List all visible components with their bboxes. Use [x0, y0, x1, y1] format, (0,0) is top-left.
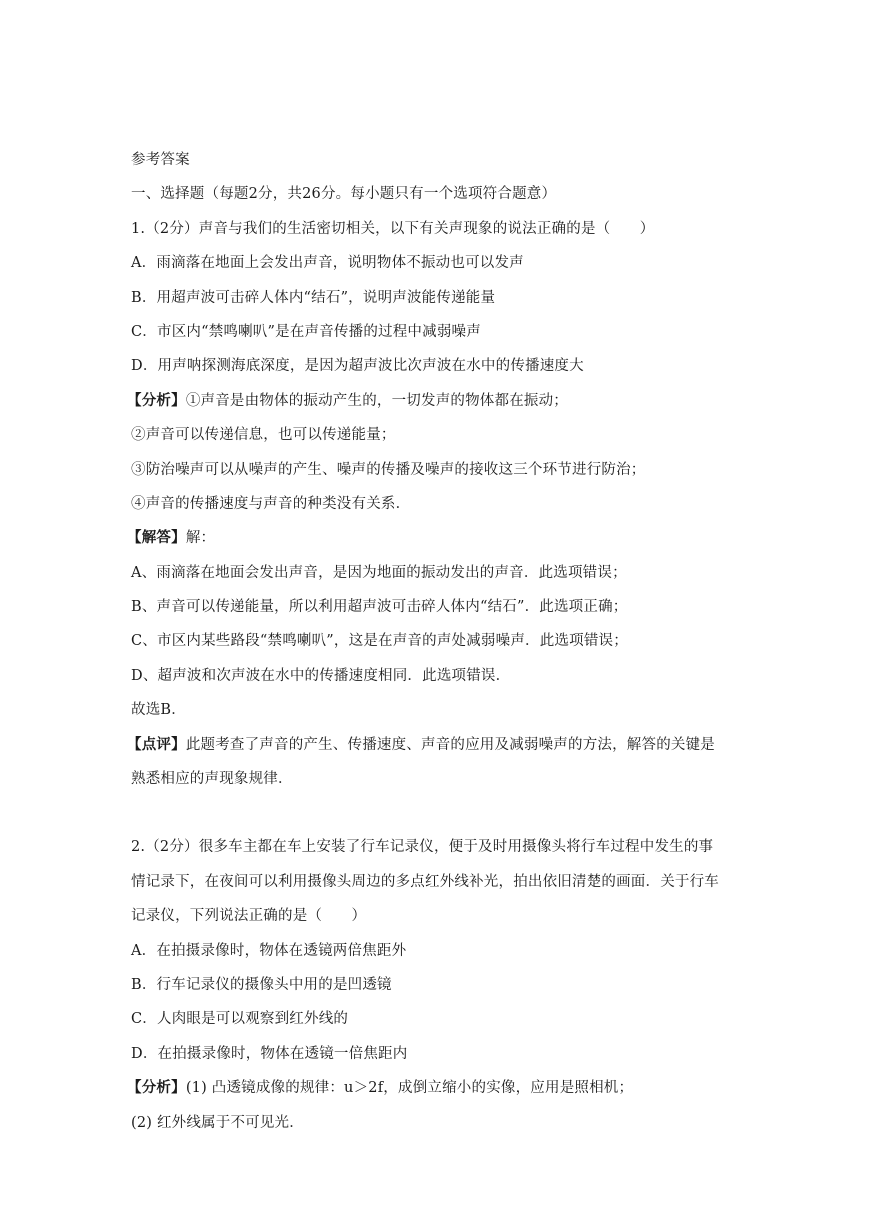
question-2-option-b: B．行车记录仪的摄像头中用的是凹透镜 — [131, 976, 392, 993]
question-2-stem-line-2: 情记录下，在夜间可以利用摄像头周边的多点红外线补光，拍出依旧清楚的画面．关于行车 — [131, 873, 719, 890]
comment-tag: 【点评】 — [127, 735, 186, 753]
answer-tag: 【解答】 — [127, 529, 186, 547]
answer-content — [127, 143, 741, 1140]
question-1-option-d: D．用声呐探测海底深度，是因为超声波比次声波在水中的传播速度大 — [131, 358, 584, 375]
question-1-option-c: C．市区内“禁鸣喇叭”是在声音传播的过程中减弱噪声 — [131, 323, 481, 340]
question-1-analysis-point-4: ④声音的传播速度与声音的种类没有关系． — [131, 495, 411, 512]
question-2-analysis-point-2: (2) 红外线属于不可见光． — [131, 1114, 304, 1131]
question-2-option-d: D．在拍摄录像时，物体在透镜一倍焦距内 — [131, 1045, 408, 1062]
question-1-option-b: B．用超声波可击碎人体内“结石”，说明声波能传递能量 — [131, 289, 496, 306]
question-1-comment — [127, 728, 741, 762]
question-1-option-a: A．雨滴落在地面上会发出声音，说明物体不振动也可以发声 — [131, 255, 524, 272]
comment-text: 此题考查了声音的产生、传播速度、声音的应用及减弱噪声的方法，解答的关键是 — [185, 736, 716, 753]
question-1-answer-a: A、雨滴落在地面会发出声音，是因为地面的振动发出的声音．此选项错误； — [131, 564, 627, 581]
question-1-answer-c: C、市区内某些路段“禁鸣喇叭”，这是在声音的声处减弱噪声．此选项错误； — [131, 633, 628, 650]
question-2-stem-line-1: 2.（2分）很多车主都在车上安装了行车记录仪，便于及时用摄像头将行车过程中发生的事 — [131, 839, 714, 856]
question-1-answer-b: B、声音可以传递能量，所以利用超声波可击碎人体内“结石”．此选项正确； — [131, 599, 628, 616]
analysis-text: (1) 凸透镜成像的规律：u＞2f，成倒立缩小的实像，应用是照相机； — [185, 1080, 634, 1097]
question-1-stem: 1.（2分）声音与我们的生活密切相关，以下有关声现象的说法正确的是（ ） — [131, 220, 655, 237]
analysis-tag: 【分析】 — [127, 1079, 186, 1097]
question-2-option-c: C．人肉眼是可以观察到红外线的 — [131, 1011, 349, 1028]
page-heading: 参考答案 — [131, 152, 190, 168]
question-2-stem-line-3: 记录仪，下列说法正确的是（ ） — [131, 908, 367, 925]
question-1-answer-d: D、超声波和次声波在水中的传播速度相同．此选项错误． — [131, 667, 511, 684]
analysis-text: ①声音是由物体的振动产生的，一切发声的物体都在振动； — [185, 392, 569, 409]
question-spacer — [131, 796, 741, 830]
question-2-option-a: A．在拍摄录像时，物体在透镜两倍焦距外 — [131, 942, 407, 959]
answer-text: 解： — [185, 530, 216, 547]
question-1-answer — [127, 521, 741, 555]
question-1-analysis-point-3: ③防治噪声可以从噪声的产生、噪声的传播及噪声的接收这三个环节进行防治； — [131, 461, 646, 478]
question-1-choice: 故选B． — [131, 702, 186, 719]
question-1-analysis-point-2: ②声音可以传递信息，也可以传递能量； — [131, 427, 396, 444]
question-1-analysis — [127, 384, 741, 418]
question-2-analysis — [127, 1071, 741, 1105]
section-title: 一、选择题（每题2分，共26分。每小题只有一个选项符合题意） — [131, 186, 557, 203]
question-1-comment-continued: 熟悉相应的声现象规律． — [131, 771, 293, 788]
analysis-tag: 【分析】 — [127, 391, 186, 409]
